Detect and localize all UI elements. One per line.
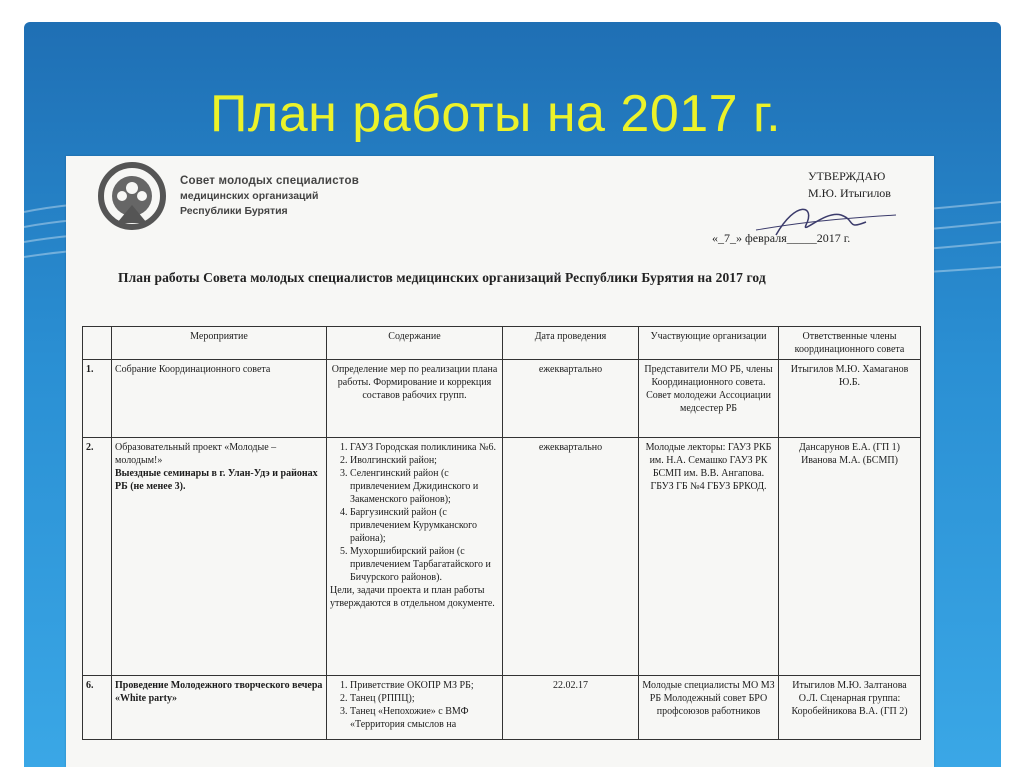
organization-name [180, 174, 359, 219]
scanned-document [66, 156, 934, 767]
header-event: Мероприятие [112, 327, 327, 360]
approval-block [712, 168, 891, 245]
row-content: Определение мер по реализации плана работы. Формирование и коррекция составов рабочих групп. [327, 360, 503, 438]
row-responsible: Итыгилов М.Ю. Хамаганов Ю.Б. [779, 360, 921, 438]
slide-title: План работы на 2017 г. [210, 85, 782, 143]
header-date: Дата проведения [503, 327, 639, 360]
table-row [83, 438, 921, 676]
header-content: Содержание [327, 327, 503, 360]
approver-name: М.Ю. Итыгилов [808, 186, 891, 200]
event-title: Образовательный проект «Молодые – молодым!» [115, 442, 277, 466]
table-header-row [83, 327, 921, 360]
table-row [83, 676, 921, 740]
row-responsible: Итыгилов М.Ю. Залтанова О.Л. Сценарная группа: Коробейникова В.А. (ГП 2) [779, 676, 921, 740]
row-orgs: Молодые специалисты МО МЗ РБ Молодежный совет БРО профсоюзов работников [639, 676, 779, 740]
header-responsible: Ответственные члены координационного совета [779, 327, 921, 360]
row-event: Собрание Координационного совета [112, 360, 327, 438]
org-line-2: медицинских организаций [180, 190, 319, 202]
list-item: 4. Баргузинский район (с привлечением Курумканского района); [350, 506, 499, 545]
list-item: 1. ГАУЗ Городская поликлиника №6. [350, 441, 499, 454]
row-event [112, 438, 327, 676]
row-date: ежеквартально [503, 360, 639, 438]
event-subtitle: Выездные семинары в г. Улан-Удэ и районах РБ (не менее 3). [115, 468, 318, 492]
organization-logo-icon [97, 161, 167, 231]
row-content [327, 676, 503, 740]
list-item: 2. Танец (РППЦ); [350, 692, 499, 705]
row-responsible: Дансарунов Е.А. (ГП 1) Иванова М.А. (БСМП) [779, 438, 921, 676]
row-orgs: Представители МО РБ, члены Координационного совета. Совет молодежи Ассоциации медсестер РБ [639, 360, 779, 438]
org-line-1: Совет молодых специалистов [180, 175, 359, 187]
approval-date: «_7_» февраля_____2017 г. [712, 231, 851, 245]
row-date: ежеквартально [503, 438, 639, 676]
row-orgs: Молодые лекторы: ГАУЗ РКБ им. Н.А. Семашко ГАУЗ РК БСМП им. В.В. Ангапова. ГБУЗ ГБ №4 ГБУЗ БРКОД. [639, 438, 779, 676]
content-list [330, 679, 499, 731]
approve-label: УТВЕРЖДАЮ [808, 169, 886, 183]
list-item: 3. Селенгинский район (с привлечением Джидинского и Закаменского районов); [350, 467, 499, 506]
row-content [327, 438, 503, 676]
plan-table [82, 326, 921, 740]
list-item: 1. Приветствие ОКОПР МЗ РБ; [350, 679, 499, 692]
row-num: 2. [83, 438, 112, 676]
org-line-3: Республики Бурятия [180, 205, 288, 217]
list-item: 2. Иволгинский район; [350, 454, 499, 467]
table-row [83, 360, 921, 438]
header-num [83, 327, 112, 360]
header-orgs: Участвующие организации [639, 327, 779, 360]
document-title: План работы Совета молодых специалистов медицинских организаций Республики Бурятия на 2017 год [118, 270, 766, 285]
row-date: 22.02.17 [503, 676, 639, 740]
row-event: Проведение Молодежного творческого вечера «White party» [112, 676, 327, 740]
content-list [330, 441, 499, 584]
row-num: 1. [83, 360, 112, 438]
list-item: 5. Мухоршибирский район (с привлечением Тарбагатайского и Бичурского районов). [350, 545, 499, 584]
content-note: Цели, задачи проекта и план работы утверждаются в отдельном документе. [330, 585, 495, 609]
list-item: 3. Танец «Непохожие» с ВМФ «Территория смыслов на [350, 705, 499, 731]
row-num: 6. [83, 676, 112, 740]
